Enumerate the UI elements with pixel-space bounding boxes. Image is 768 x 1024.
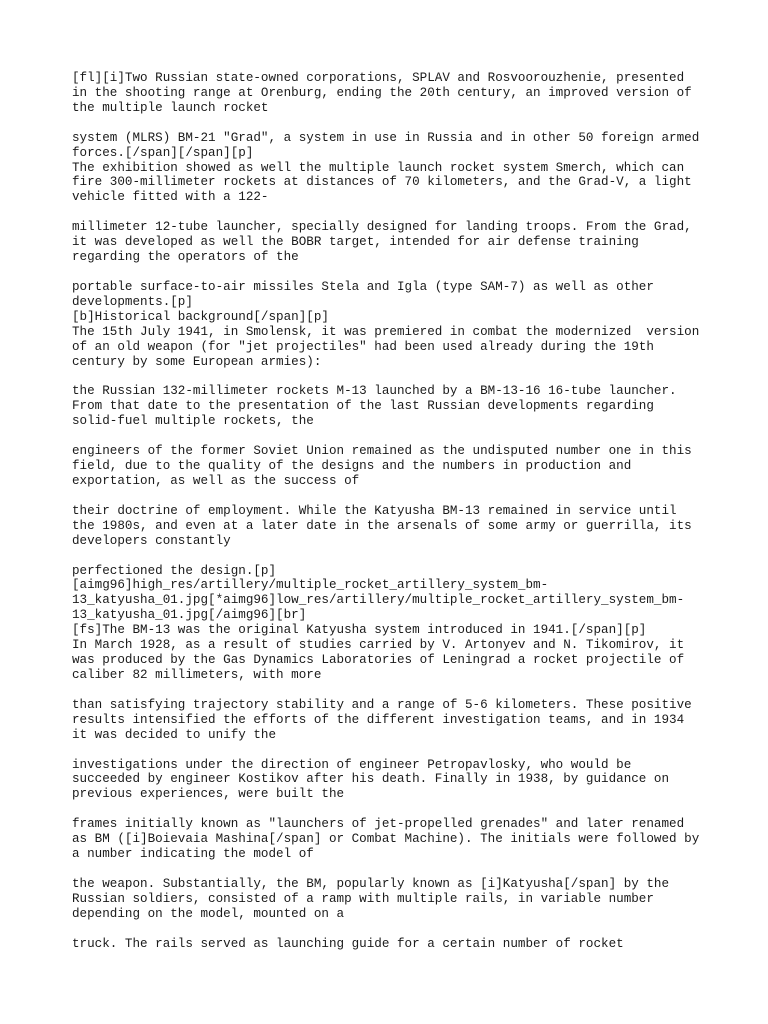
paragraph [72, 758, 712, 803]
paragraph [72, 504, 712, 549]
text-line: caliber 82 millimeters, with more [72, 667, 322, 682]
text-line: 13_katyusha_01.jpg[/aimg96][br] [72, 608, 307, 623]
text-line: 13_katyusha_01.jpg[*aimg96]low_res/artillery/multiple_rocket_artillery_system_bm- [72, 593, 685, 608]
text-line: [aimg96]high_res/artillery/multiple_rocket_artillery_system_bm- [72, 578, 549, 593]
text-line: fire 300-millimeter rockets at distances of 70 kilometers, and the Grad-V, a light [72, 175, 692, 190]
text-line: of an old weapon (for "jet projectiles" had been used already during the 19th [72, 339, 654, 354]
text-line: Russian soldiers, consisted of a ramp with multiple rails, in variable number [72, 891, 654, 906]
text-line: From that date to the presentation of the last Russian developments regarding [72, 399, 654, 414]
text-line: was produced by the Gas Dynamics Laboratories of Leningrad a rocket projectile of [72, 653, 685, 667]
text-line: The exhibition showed as well the multiple launch rocket system Smerch, which can [72, 160, 685, 175]
paragraph [72, 280, 712, 369]
paragraph [72, 220, 712, 265]
text-line: regarding the operators of the [72, 250, 299, 265]
text-line: it was developed as well the BOBR target, intended for air defense training [72, 235, 639, 250]
text-line: the 1980s, and even at a later date in the arsenals of some army or guerrilla, its [72, 518, 692, 533]
paragraph [72, 698, 712, 743]
text-line: it was decided to unify the [72, 727, 277, 742]
text-line: century by some European armies): [72, 354, 322, 369]
text-line: In March 1928, as a result of studies carried by V. Artonyev and N. Tikomirov, it [72, 638, 685, 653]
text-line: investigations under the direction of engineer Petropavlosky, who would be [72, 757, 632, 772]
text-line: system (MLRS) BM-21 "Grad", a system in use in Russia and in other 50 foreign armed [72, 130, 700, 145]
text-line: in the shooting range at Orenburg, ending the 20th century, an improved version of [72, 85, 692, 100]
text-line: as BM ([i]Boievaia Mashina[/span] or Combat Machine). The initials were followed by [72, 832, 700, 847]
text-line: engineers of the former Soviet Union remained as the undisputed number one in this [72, 444, 692, 459]
paragraph [72, 564, 712, 683]
text-line: their doctrine of employment. While the Katyusha BM-13 remained in service until [72, 503, 677, 518]
paragraph [72, 71, 712, 116]
text-line: perfectioned the design.[p] [72, 563, 277, 578]
paragraph [72, 817, 712, 862]
paragraph [72, 384, 712, 429]
text-line: forces.[/span][/span][p] [72, 145, 254, 160]
text-line: than satisfying trajectory stability and a range of 5-6 kilometers. These positive [72, 697, 692, 712]
paragraph [72, 131, 712, 206]
text-line: The 15th July 1941, in Smolensk, it was premiered in combat the modernized version [72, 324, 700, 339]
document-body [72, 71, 712, 967]
text-line: results intensified the efforts of the different investigation teams, and in 1934 [72, 712, 685, 727]
text-line: field, due to the quality of the designs and the numbers in production and [72, 459, 632, 474]
paragraph [72, 444, 712, 489]
text-line: a number indicating the model of [72, 847, 314, 862]
text-line: developers constantly [72, 533, 231, 548]
text-line: vehicle fitted with a 122- [72, 190, 269, 205]
text-line: portable surface-to-air missiles Stela and Igla (type SAM-7) as well as other [72, 279, 654, 294]
text-line: succeeded by engineer Kostikov after his death. Finally in 1938, by guidance on [72, 772, 670, 787]
text-line: [fl][i]Two Russian state-owned corporations, SPLAV and Rosvoorouzhenie, presented [72, 71, 685, 85]
text-line: frames initially known as "launchers of jet-propelled grenades" and later renamed [72, 817, 685, 832]
paragraph [72, 877, 712, 922]
text-line: the Russian 132-millimeter rockets M-13 launched by a BM-13-16 16-tube launcher. [72, 384, 677, 399]
text-line: exportation, as well as the success of [72, 473, 360, 488]
text-line: [fs]The BM-13 was the original Katyusha system introduced in 1941.[/span][p] [72, 623, 647, 638]
text-line: developments.[p] [72, 294, 193, 309]
text-line: truck. The rails served as launching guide for a certain number of rocket [72, 936, 624, 951]
text-line: the multiple launch rocket [72, 100, 269, 115]
text-line: [b]Historical background[/span][p] [72, 309, 329, 324]
text-line: solid-fuel multiple rockets, the [72, 414, 314, 429]
text-line: depending on the model, mounted on a [72, 906, 345, 921]
text-line: millimeter 12-tube launcher, specially designed for landing troops. From the Grad, [72, 220, 692, 235]
text-line: previous experiences, were built the [72, 787, 345, 802]
text-line: the weapon. Substantially, the BM, popularly known as [i]Katyusha[/span] by the [72, 876, 670, 891]
paragraph [72, 937, 712, 952]
